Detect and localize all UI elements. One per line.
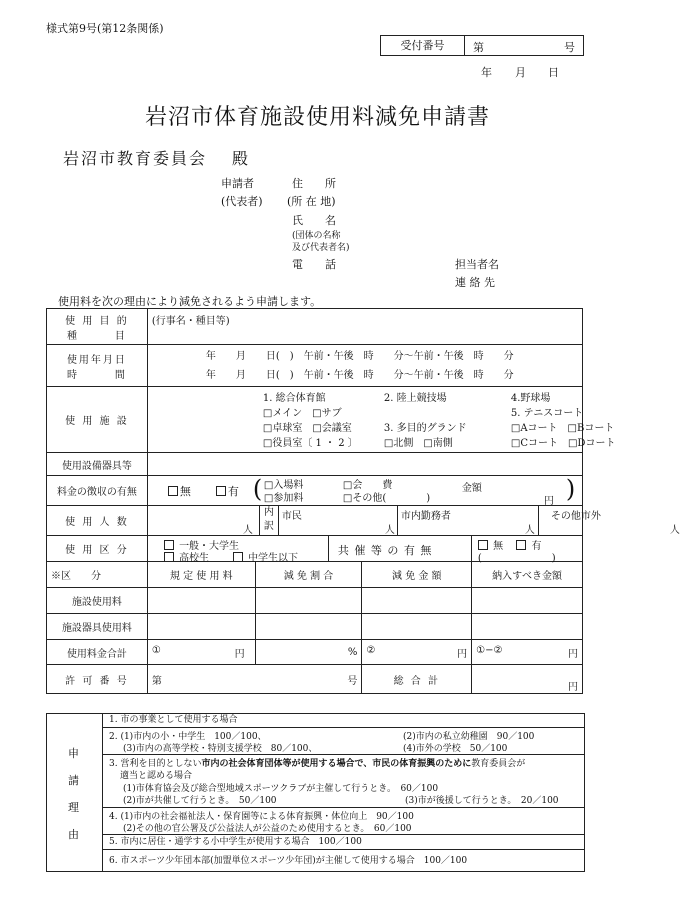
- purpose-field[interactable]: (行事名・種目等): [147, 309, 582, 345]
- co-label: 共 催 等 の 有 無: [337, 544, 433, 557]
- fee-options[interactable]: [147, 476, 582, 506]
- equipment-label: 使用設備器具等: [47, 453, 148, 476]
- equipment-fee-row: [47, 614, 583, 640]
- people-row: [47, 506, 583, 536]
- permit-total[interactable]: 円: [472, 665, 583, 694]
- facility-col3: 4.野球場 5. テニスコート □Aコート □Bコート □Cコート □Dコート: [510, 393, 616, 449]
- facility-fee-payable[interactable]: [472, 588, 583, 614]
- reason-6[interactable]: 6. 市スポーツ少年団本部(加盟単位スポーツ少年団)が主催して使用する場合 100／100: [109, 856, 468, 866]
- breakdown-label: 内 訳: [259, 506, 279, 536]
- facility-fee-label: 施設使用料: [47, 588, 148, 614]
- citizen-nin: 人: [384, 525, 395, 536]
- bracket-close: ): [565, 475, 576, 503]
- reason-2[interactable]: 2. (1)市内の小・中学生 100／100、 (2)市内の私立幼稚園 90／100 (3)市内の高等学校・特別支援学校 80／100、 (4)市外の学校 50／100: [103, 728, 584, 755]
- reasons-list: [103, 714, 584, 872]
- people-label: 使 用 人 数: [47, 506, 148, 536]
- reception-go: 号: [564, 41, 575, 54]
- contact-person-label: 担当者名: [455, 258, 499, 271]
- outside-label: その他市外: [550, 511, 601, 522]
- fee-label: 料金の徴収の有無: [47, 476, 148, 506]
- category-row: [47, 536, 583, 562]
- fee-none[interactable]: 無: [168, 483, 191, 499]
- total-row: [47, 640, 583, 665]
- form-number: 様式第9号(第12条関係): [46, 22, 164, 35]
- date-year: 年: [481, 66, 492, 79]
- equipment-fee-rate[interactable]: [255, 614, 362, 640]
- cat-high[interactable]: 高校生: [164, 549, 209, 564]
- facility-options[interactable]: [147, 387, 616, 453]
- datetime-label: 使用年月日 時 間: [47, 345, 148, 387]
- people-total-nin: 人: [242, 525, 253, 536]
- worker-label: 市内勤務者: [400, 511, 451, 522]
- reception-box: [380, 35, 584, 56]
- honorific: 殿: [232, 149, 249, 168]
- purpose-row: [47, 309, 583, 345]
- worker-nin: 人: [524, 525, 535, 536]
- facility-fee-reduction[interactable]: [362, 588, 472, 614]
- total-reduction[interactable]: ② 円: [362, 640, 472, 665]
- datetime-field[interactable]: 年 月 日( ) 午前・午後 時 分～午前・午後 時 分 年 月 日( ) 午前・午後 時 分～午前・午後 時 分: [147, 345, 582, 387]
- permit-row: [47, 665, 583, 694]
- applicant-role: 申請者: [221, 177, 254, 190]
- total-rate[interactable]: %: [255, 640, 362, 665]
- cat-general[interactable]: 一般・大学生: [164, 537, 239, 552]
- category-divider-1: [328, 536, 329, 562]
- bracket-open: (: [252, 475, 263, 503]
- reason-5[interactable]: 5. 市内に居住・通学する小中学生が使用する場合 100／100: [103, 835, 584, 850]
- address-label: 住 所: [292, 177, 336, 190]
- facility-row: [47, 387, 583, 453]
- applicant-role-sub: (代表者): [221, 195, 263, 208]
- people-divider-2: [538, 506, 539, 536]
- permit-label: 許 可 番 号: [47, 665, 148, 694]
- equipment-fee-label: 施設器具使用料: [47, 614, 148, 640]
- equipment-field[interactable]: [147, 453, 582, 476]
- addressee: 岩沼市教育委員会: [63, 149, 208, 168]
- purpose-label: 使 用 目 的 種 目: [47, 309, 148, 345]
- category-label: 使 用 区 分: [47, 536, 148, 562]
- intro-text: 使用料を次の理由により減免されるよう申請します。: [58, 295, 322, 308]
- co-options[interactable]: 無 有: [478, 537, 542, 552]
- reasons-label: 申 請 理 由: [47, 714, 103, 871]
- phone-label: 電 話: [292, 258, 336, 271]
- reasons-box: [46, 713, 585, 872]
- reception-dai: 第: [473, 41, 484, 54]
- reason-4[interactable]: 4. (1)市内の社会福祉法人・保育園等による体育振興・体位向上 90／100 (2)その他の官公署及び公益法人が公益のため使用するとき。 60／100: [103, 808, 584, 835]
- facility-fee-row: [47, 588, 583, 614]
- facility-col1: 1. 総合体育館 □メイン □サブ □卓球室 □会議室 □役員室〔 1 ・ 2 〕: [262, 393, 358, 449]
- cat-junior[interactable]: 中学生以下: [233, 549, 298, 564]
- facility-label: 使 用 施 設: [47, 387, 148, 453]
- total-payable[interactable]: ①−② 円: [472, 640, 583, 665]
- citizen-label: 市民: [281, 511, 302, 522]
- application-table: [46, 308, 680, 694]
- equipment-row: [47, 453, 583, 476]
- fee-yen: 円: [543, 496, 554, 507]
- reception-label: 受付番号: [381, 36, 465, 55]
- reason-1[interactable]: 1. 市の事業として使用する場合: [103, 714, 584, 728]
- address-sub: (所 在 地): [287, 195, 336, 208]
- fee-table-head: [47, 562, 583, 588]
- name-label: 氏 名: [292, 214, 336, 227]
- name-note-2: 及び代表者名): [292, 243, 350, 253]
- date-month: 月: [515, 66, 526, 79]
- facility-fee-standard[interactable]: [147, 588, 255, 614]
- facility-col2: 2. 陸上競技場 3. 多目的グランド □北側 □南側: [383, 393, 467, 449]
- date-day: 日: [548, 66, 559, 79]
- name-note-1: (団体の名称: [292, 231, 341, 241]
- co-paren: ( ): [477, 553, 556, 564]
- head-reduction-rate: 減 免 割 合: [255, 562, 362, 588]
- head-standard-fee: 規 定 使 用 料: [147, 562, 255, 588]
- category-divider-2: [471, 536, 472, 562]
- category-field[interactable]: [147, 536, 582, 562]
- head-reduction-amount: 減 免 金 額: [362, 562, 472, 588]
- facility-fee-rate[interactable]: [255, 588, 362, 614]
- fee-have[interactable]: 有: [216, 483, 239, 499]
- outside-nin: 人: [669, 525, 680, 536]
- datetime-row: [47, 345, 583, 387]
- head-category: ※区 分: [47, 562, 148, 588]
- fee-row: [47, 476, 583, 506]
- contact-label: 連 絡 先: [455, 276, 495, 289]
- permit-total-label: 総 合 計: [362, 665, 472, 694]
- total-standard[interactable]: ① 円: [147, 640, 255, 665]
- permit-number[interactable]: 第 号: [147, 665, 362, 694]
- reason-3[interactable]: 3. 営利を目的としない市内の社会体育団体等が使用する場合で、市民の体育振興のために教育委員会が 適当と認める場合 (1)市体育協会及び総合型地域スポーツクラブが主催して行うとき。 60／100 (2)市が共催して行うとき。 50／100 (3)市が後援して行うとき。 20／100: [103, 755, 584, 808]
- people-field[interactable]: [147, 506, 680, 536]
- fee-types-2: □会 費 □その他( ): [342, 480, 431, 504]
- fee-amount-label: 金額: [461, 483, 482, 494]
- equipment-fee-standard[interactable]: [147, 614, 255, 640]
- fee-types-1: □入場料 □参加料: [263, 480, 304, 504]
- people-divider-1: [397, 506, 398, 536]
- equipment-fee-reduction[interactable]: [362, 614, 472, 640]
- equipment-fee-payable[interactable]: [472, 614, 583, 640]
- head-payable: 納入すべき金額: [472, 562, 583, 588]
- total-label: 使用料金合計: [47, 640, 148, 665]
- page-title: 岩沼市体育施設使用料減免申請書: [145, 105, 491, 130]
